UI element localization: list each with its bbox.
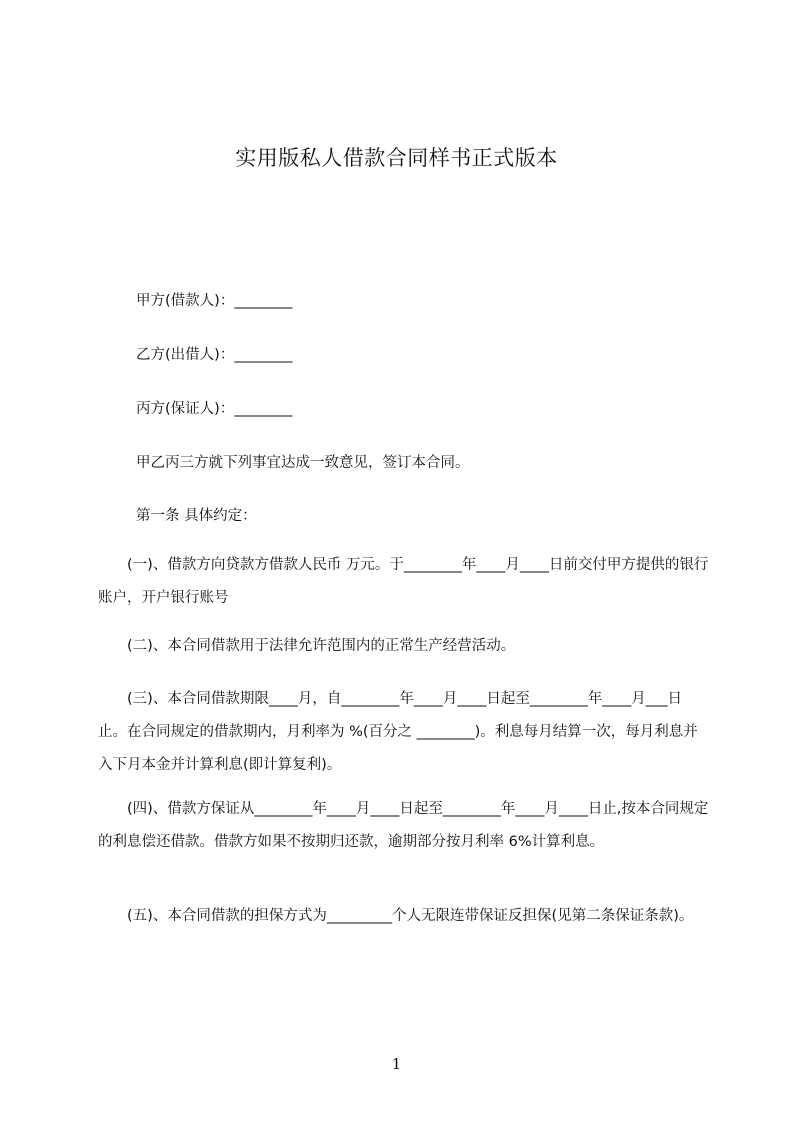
document-title: 实用版私人借款合同样书正式版本 [235, 146, 558, 170]
party-a-line: 甲方(借款人)：________ [136, 293, 293, 309]
clause-3 [98, 683, 710, 782]
party-b-line: 乙方(出借人)：________ [136, 347, 293, 363]
clause-1-text: (一)、借款方向贷款方借款人民币 万元。于________年____月____日前交付甲方提供的银行账户，开户银行账号 [98, 557, 709, 606]
clause-4 [98, 793, 710, 859]
clause-2-text: (二)、本合同借款用于法律允许范围内的正常生产经营活动。 [127, 638, 516, 654]
article-1-heading: 第一条 具体约定： [136, 508, 257, 524]
clause-1 [98, 549, 710, 615]
clause-4-text: (四)、借款方保证从________年____月____日起至________年____月____日止,按本合同规定的利息偿还借款。借款方如果不按期归还款，逾期部分按月利率 6%计算利息。 [98, 801, 709, 850]
clause-5 [98, 900, 710, 933]
page-number: 1 [391, 1055, 402, 1073]
intro-paragraph: 甲乙丙三方就下列事宜达成一致意见，签订本合同。 [136, 455, 470, 471]
party-c-line: 丙方(保证人)：________ [136, 401, 293, 417]
clause-2 [98, 630, 710, 663]
clause-3-text: (三)、本合同借款期限____月，自________年____月____日起至________年____月___日止。在合同规定的借款期内，月利率为 %(百分之 ________)。利息每月结算一次，每月利息并入下月本金并计算利息(即计算复利)。 [98, 691, 698, 773]
clause-5-text: (五)、本合同借款的担保方式为_________个人无限连带保证反担保(见第二条保证条款)。 [127, 908, 694, 924]
